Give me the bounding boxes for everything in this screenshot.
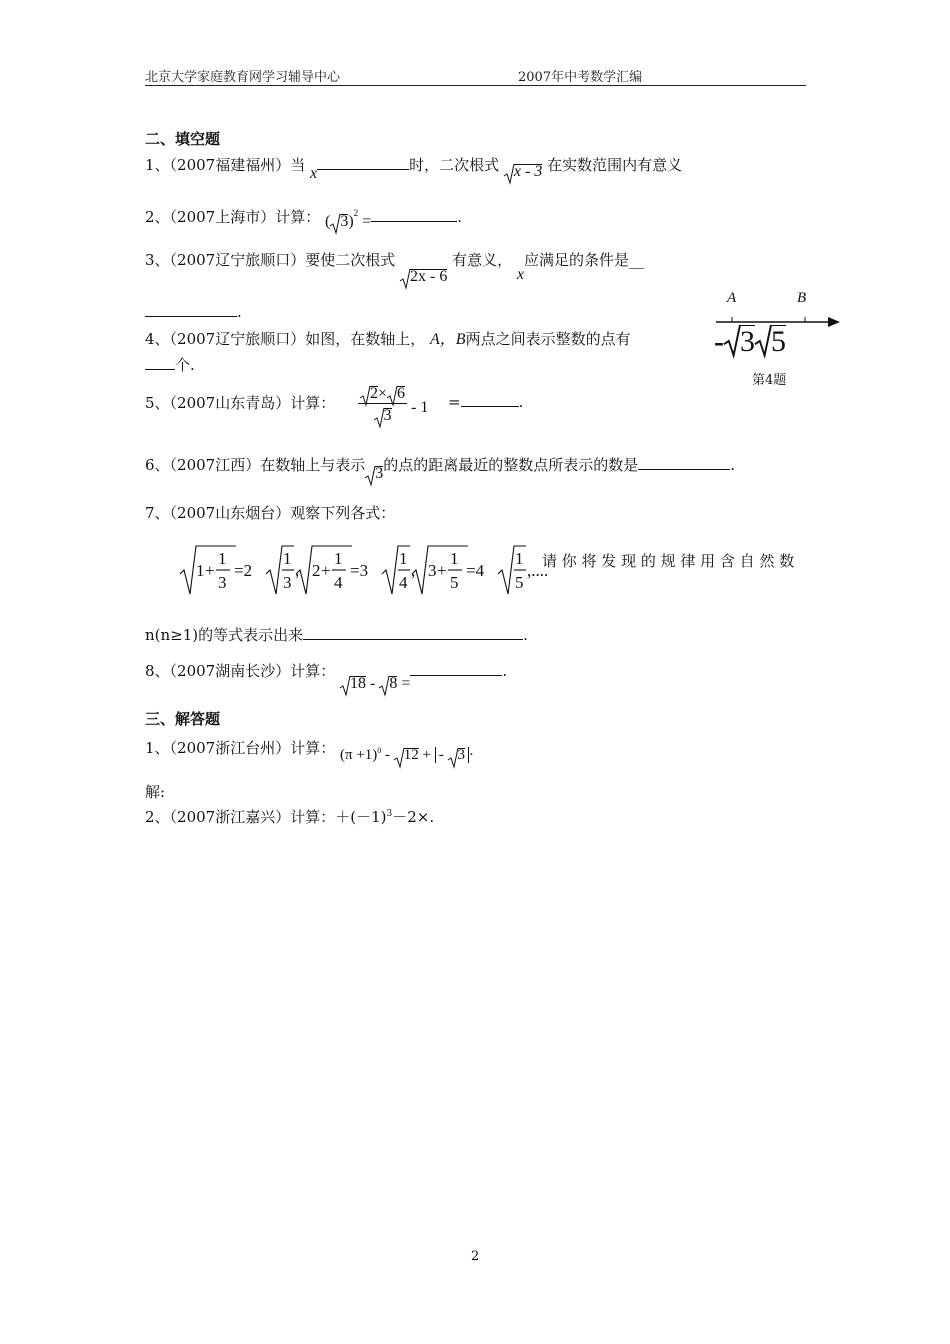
svg-text:5: 5 bbox=[450, 573, 459, 592]
q7-source: （2007山东烟台）观察下列各式： bbox=[169, 504, 396, 522]
q1-answer-blank[interactable] bbox=[317, 155, 409, 170]
svg-text:,: , bbox=[295, 561, 300, 580]
question-3-2: 2、（2007浙江嘉兴）计算：$+(-1)^3-2\times$. bbox=[145, 808, 435, 826]
q3-source: （2007辽宁旅顺口）要使二次根式 bbox=[169, 251, 396, 269]
q5-source: （2007山东青岛）计算： bbox=[169, 394, 336, 412]
svg-text:3: 3 bbox=[428, 561, 437, 580]
q3-mid: 有意义， bbox=[452, 251, 513, 269]
q4-mid: 两点之间表示整数的点有 bbox=[465, 330, 631, 348]
q3-line2: . bbox=[145, 302, 242, 321]
svg-text:2: 2 bbox=[312, 561, 321, 580]
q5-expression: 2× 6 3 - 1 bbox=[358, 385, 428, 425]
q8-source: （2007湖南长沙）计算： bbox=[169, 662, 336, 680]
q1-number: 1、 bbox=[145, 156, 170, 174]
svg-text:3: 3 bbox=[218, 573, 227, 592]
svg-text:1: 1 bbox=[399, 549, 408, 568]
q6-number: 6、 bbox=[145, 456, 170, 474]
svg-text:,....: ,.... bbox=[527, 561, 549, 580]
q4-answer-blank[interactable] bbox=[145, 355, 175, 370]
page-number: 2 bbox=[471, 1249, 480, 1264]
arrow-right-icon bbox=[828, 317, 840, 327]
q5-answer: = . bbox=[448, 393, 524, 411]
svg-text:4: 4 bbox=[334, 573, 343, 592]
q5-number: 5、 bbox=[145, 394, 170, 412]
s3q2-expression: ＋(－1) bbox=[335, 808, 387, 826]
svg-text:+: + bbox=[321, 561, 331, 580]
question-2 bbox=[145, 206, 462, 230]
absolute-value: - 3 bbox=[435, 747, 469, 763]
radical-sign-icon bbox=[504, 164, 514, 184]
q7-pattern-formulas bbox=[178, 538, 549, 600]
question-1 bbox=[145, 154, 683, 182]
q4-source: （2007辽宁旅顺口）如图，在数轴上， bbox=[169, 330, 426, 348]
radical-sign-icon bbox=[330, 214, 340, 234]
q8-expression: 18 - 8 = bbox=[340, 675, 410, 692]
q3-number: 3、 bbox=[145, 251, 170, 269]
q3-variable: x bbox=[516, 266, 525, 283]
question-4 bbox=[145, 326, 631, 349]
svg-text:=4: =4 bbox=[466, 561, 485, 580]
section-fill-blank-title: 二、填空题 bbox=[145, 130, 221, 148]
q4-number: 4、 bbox=[145, 330, 170, 348]
radical-sign-icon bbox=[755, 325, 771, 357]
q8-number: 8、 bbox=[145, 662, 170, 680]
s3q1-number: 1、 bbox=[145, 739, 170, 757]
q7-instruction: 请 你 将 发 现 的 规 律 用 含 自 然 数 bbox=[542, 552, 795, 570]
header-left: 北京大学家庭教育网学习辅导中心 bbox=[145, 70, 341, 85]
q6-mid: 的点的距离最近的整数点所表示的数是 bbox=[383, 456, 639, 474]
section-answer-title: 三、解答题 bbox=[145, 710, 221, 728]
q7-answer-blank[interactable] bbox=[303, 625, 523, 640]
q7-line2-text: n(n≥1)的等式表示出来 bbox=[145, 626, 304, 644]
s3q2-source: （2007浙江嘉兴）计算： bbox=[169, 808, 336, 826]
q6-answer-blank[interactable] bbox=[638, 455, 730, 470]
q1-mid: 时，二次根式 bbox=[409, 156, 500, 174]
question-8: 8、（2007湖南长沙）计算： 18 - 8 =. bbox=[145, 660, 507, 681]
radical-sign-icon bbox=[379, 676, 389, 696]
q3-answer-blank[interactable] bbox=[145, 302, 237, 317]
radical-sign-icon bbox=[387, 386, 397, 406]
question-5 bbox=[145, 392, 335, 413]
radical-sign-icon bbox=[400, 269, 410, 289]
q1-tail: 在实数范围内有意义 bbox=[547, 156, 683, 174]
solution-label: 解: bbox=[145, 783, 166, 801]
radical-sign-icon bbox=[365, 466, 375, 486]
q7-number: 7、 bbox=[145, 504, 170, 522]
q5-answer-blank[interactable] bbox=[461, 392, 519, 407]
q1-variable: x bbox=[310, 165, 318, 182]
svg-text:3: 3 bbox=[283, 573, 292, 592]
s3q1-expression: $(\pi +1)^0$ - 12 + - 3 · bbox=[340, 747, 474, 763]
q4-points: A，B bbox=[430, 331, 466, 348]
figure-caption: 第4题 bbox=[752, 373, 787, 388]
q2-number: 2、 bbox=[145, 208, 170, 226]
q7-line2: n(n≥1)的等式表示出来 . bbox=[145, 626, 528, 644]
svg-text:+: + bbox=[437, 561, 447, 580]
q4-line2: 个. bbox=[145, 354, 195, 375]
radical-sign-icon bbox=[360, 386, 370, 406]
radical-sign-icon bbox=[394, 748, 404, 768]
s3q1-source: （2007浙江台州）计算： bbox=[169, 739, 336, 757]
radical-sign-icon bbox=[448, 748, 458, 768]
radical-sign-icon bbox=[340, 676, 350, 696]
header-right: 2007年中考数学汇编 bbox=[518, 70, 643, 85]
number-line-labels: - 3 5 bbox=[714, 325, 786, 358]
q1-radical: x - 3 bbox=[504, 163, 542, 181]
question-6: 6、（2007江西）在数轴上与表示 3的点的距离最近的整数点所表示的数是 . bbox=[145, 454, 735, 475]
question-7 bbox=[145, 502, 395, 523]
header-rule bbox=[145, 85, 806, 86]
svg-text:5: 5 bbox=[515, 573, 524, 592]
q8-answer-blank[interactable] bbox=[410, 661, 502, 676]
svg-text:,: , bbox=[411, 561, 416, 580]
radical-sign-icon bbox=[724, 325, 740, 357]
q6-source: （2007江西）在数轴上与表示 bbox=[169, 456, 366, 474]
s3q2-number: 2、 bbox=[145, 808, 170, 826]
question-3-1 bbox=[145, 737, 475, 763]
svg-text:4: 4 bbox=[399, 573, 408, 592]
svg-text:1: 1 bbox=[196, 561, 205, 580]
svg-text:1: 1 bbox=[334, 549, 343, 568]
q2-expression: ( 3)$^2$ = bbox=[325, 213, 371, 230]
q1-source: （2007福建福州）当 bbox=[169, 156, 306, 174]
radical-sign-icon bbox=[374, 408, 384, 428]
q3-radical: 2x - 6 bbox=[400, 268, 447, 286]
svg-text:=2: =2 bbox=[234, 561, 253, 580]
label-b: B bbox=[797, 290, 807, 306]
q4-number-line-figure bbox=[712, 290, 842, 390]
q6-radical: 3 bbox=[365, 465, 383, 483]
label-a: A bbox=[727, 290, 737, 306]
svg-text:1: 1 bbox=[515, 549, 524, 568]
q2-answer-blank[interactable] bbox=[371, 207, 457, 222]
svg-text:+: + bbox=[205, 561, 215, 580]
svg-text:1: 1 bbox=[283, 549, 292, 568]
q3-tail: 应满足的条件是__ bbox=[524, 251, 645, 269]
svg-text:=3: =3 bbox=[350, 561, 369, 580]
q2-source: （2007上海市）计算： bbox=[169, 208, 321, 226]
svg-text:1: 1 bbox=[450, 549, 459, 568]
q2-tail: . bbox=[457, 208, 462, 226]
svg-text:1: 1 bbox=[218, 549, 227, 568]
q7-formula-graphic bbox=[178, 538, 549, 600]
question-3 bbox=[145, 249, 645, 285]
